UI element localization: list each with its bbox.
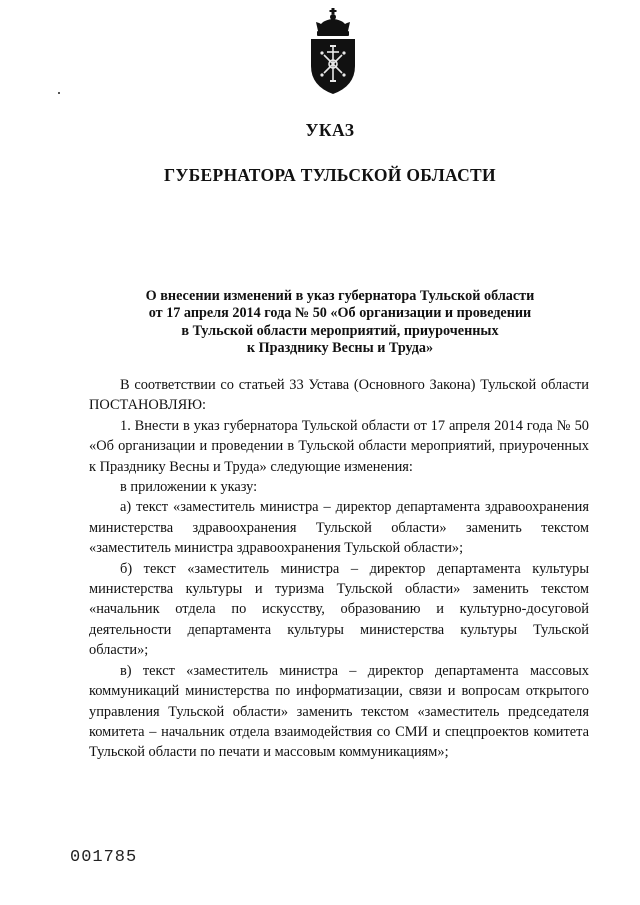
coat-of-arms-icon [304, 8, 362, 96]
subject-line: в Тульской области мероприятий, приуроченных [181, 322, 499, 339]
subitem-b-paragraph: б) текст «заместитель министра – директор департамента культуры министерства культуры и туризма Тульской области» заменить текстом «начальник отдела по искусству, образованию и культурно-досуговой деятельности департамента культуры министерства культуры Тульской области»; [89, 560, 589, 659]
decree-subject [0, 288, 640, 357]
appendix-intro-paragraph: в приложении к указу: [120, 479, 258, 496]
subitem-a-paragraph: а) текст «заместитель министра – директор департамента здравоохранения министерства здравоохранения Тульской области» заменить текстом «заместитель министра здравоохранения Тульской области»; [89, 499, 589, 557]
scan-speck [58, 92, 60, 94]
subitem-v-paragraph: в) текст «заместитель министра – директор департамента массовых коммуникаций министерства по информатизации, связи и вопросам открытого управления Тульской области» заменить текстом «заместитель председателя комитета – начальник отдела взаимодействия со СМИ и спецпроектов комитета Тульской области по печати и массовым коммуникациям»; [89, 662, 589, 761]
preamble-paragraph: В соответствии со статьей 33 Устава (Основного Закона) Тульской области ПОСТАНОВЛЯЮ: [89, 377, 589, 414]
subject-line: от 17 апреля 2014 года № 50 «Об организации и проведении [148, 305, 532, 322]
decree-body [89, 375, 589, 763]
subject-line: О внесении изменений в указ губернатора Тульской области [145, 288, 535, 304]
document-type-title: УКАЗ [305, 120, 355, 140]
subject-line: к Празднику Весны и Труда» [246, 339, 434, 356]
serial-number: 001785 [70, 848, 138, 867]
item-1-paragraph: 1. Внести в указ губернатора Тульской области от 17 апреля 2014 года № 50 «Об организации и проведении в Тульской области мероприятий, приуроченных к Празднику Весны и Труда» следующие изменения: [89, 417, 589, 475]
issuer-title: ГУБЕРНАТОРА ТУЛЬСКОЙ ОБЛАСТИ [164, 165, 496, 185]
